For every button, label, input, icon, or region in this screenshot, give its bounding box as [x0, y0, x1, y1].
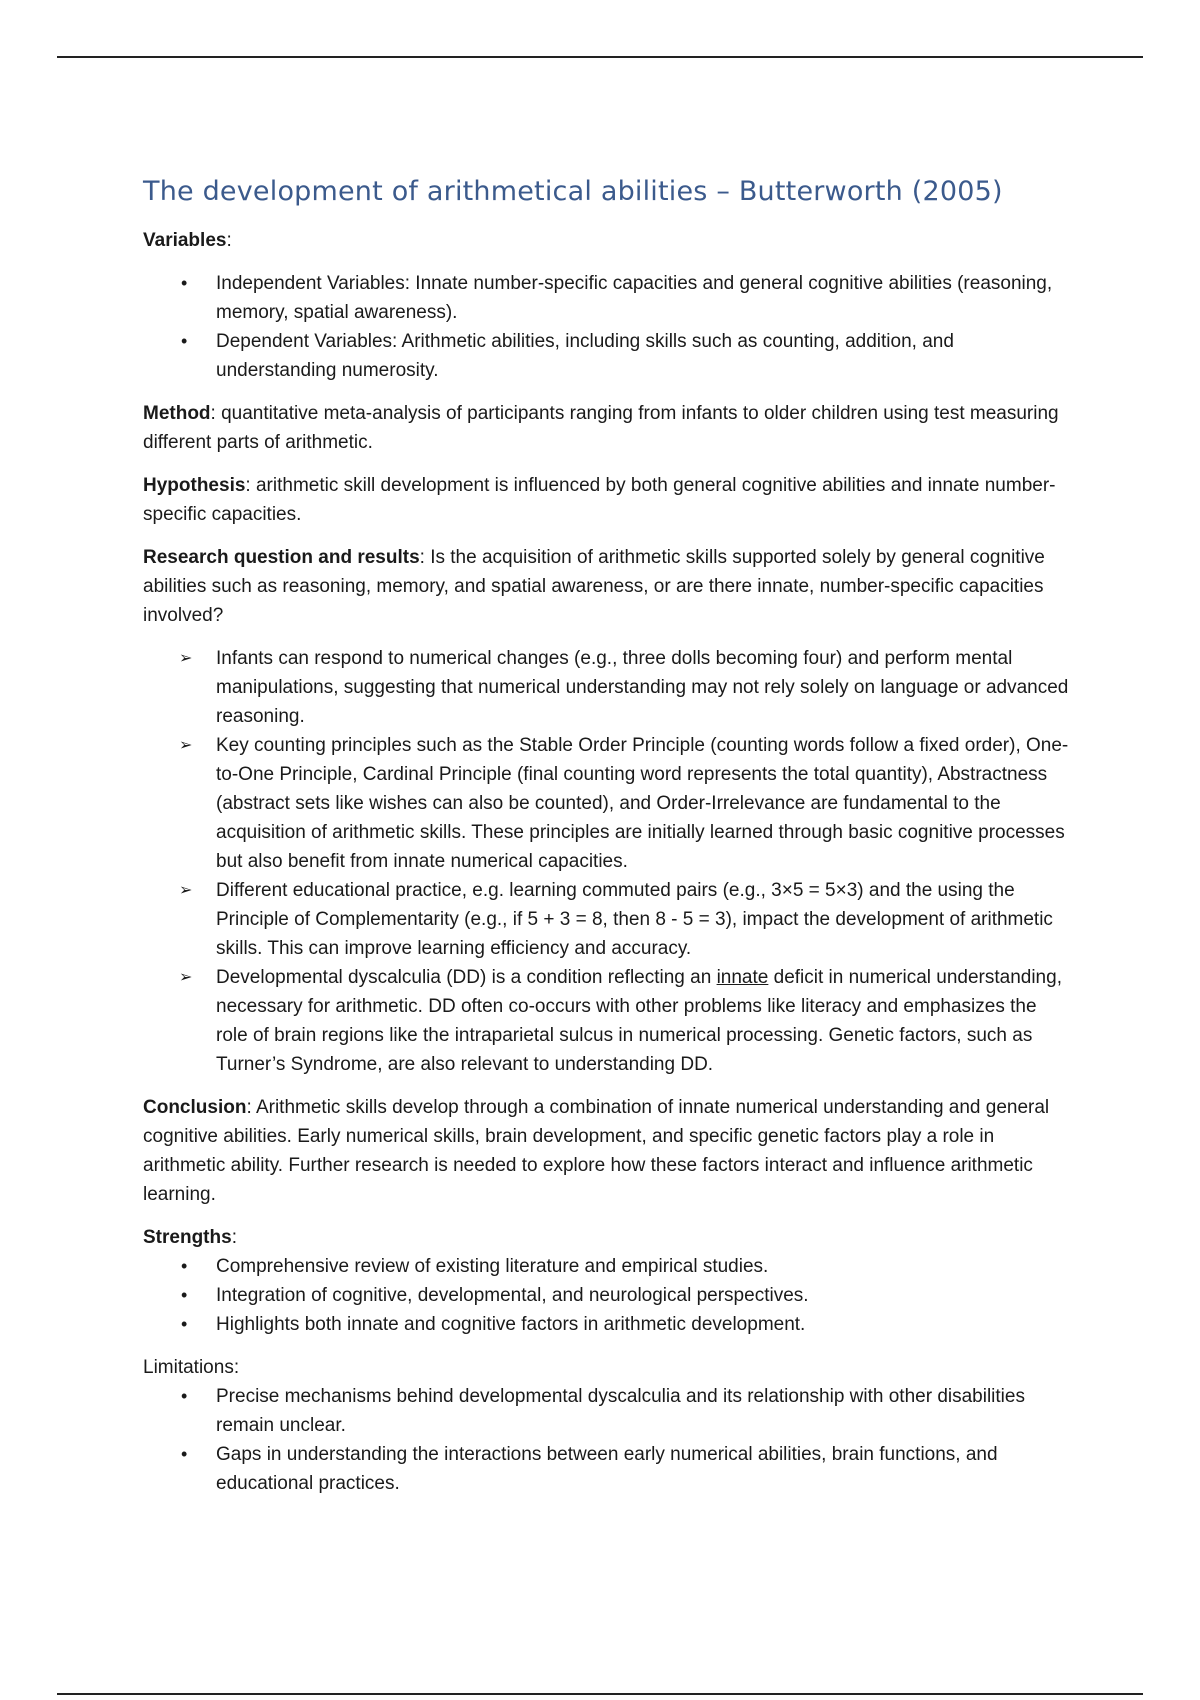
bullet-icon: •	[181, 331, 188, 351]
list-item	[143, 1310, 1073, 1339]
list-item-text: Key counting principles such as the Stable Order Principle (counting words follow a fixed order), One-to-One Principle, Cardinal Principle (final counting word represents the total quantity), Abstractness (abstract sets like wishes can also be counted), and Order-Irrelevance are fundamental to the acquisition of arithmetic skills. These principles are initially learned through basic cognitive processes but also benefit from innate numerical capacities.	[216, 735, 1069, 872]
strengths-label: Strengths	[143, 1227, 232, 1248]
header-rule	[57, 56, 1143, 58]
bullet-icon: •	[181, 1285, 188, 1305]
list-item	[143, 1252, 1073, 1281]
list-item	[143, 1440, 1073, 1498]
strengths-suffix: :	[231, 1227, 237, 1248]
list-item	[143, 1281, 1073, 1310]
bullet-icon: •	[181, 1256, 188, 1276]
list-item-text: Integration of cognitive, developmental, and neurological perspectives.	[216, 1285, 809, 1306]
limitations-list	[143, 1382, 1073, 1498]
page-title: The development of arithmetical abilities – Butterworth (2005)	[143, 176, 1003, 207]
bullet-icon: •	[181, 1386, 188, 1406]
list-item-text: Dependent Variables: Arithmetic abilities, including skills such as counting, addition, and understanding numerosity.	[216, 331, 954, 381]
limitations-heading: Limitations:	[143, 1357, 240, 1378]
list-item	[143, 876, 1073, 963]
strengths-heading	[143, 1223, 1073, 1252]
hypothesis-paragraph	[143, 471, 1073, 529]
arrow-bullet-icon: ➢	[179, 650, 193, 667]
method-paragraph	[143, 399, 1073, 457]
list-item-text: Infants can respond to numerical changes (e.g., three dolls becoming four) and perform mental manipulations, suggesting that numerical understanding may not rely solely on language or advanced reasoning.	[216, 648, 1069, 727]
arrow-bullet-icon: ➢	[179, 969, 193, 986]
list-item-text: Different educational practice, e.g. learning commuted pairs (e.g., 3×5 = 5×3) and the using the Principle of Complementarity (e.g., if 5 + 3 = 8, then 8 - 5 = 3), impact the development of arithmetic skills. This can improve learning efficiency and accuracy.	[216, 880, 1053, 959]
list-item-text: Comprehensive review of existing literature and empirical studies.	[216, 1256, 769, 1277]
arrow-bullet-icon: ➢	[179, 737, 193, 754]
list-item-text: Precise mechanisms behind developmental dyscalculia and its relationship with other disabilities remain unclear.	[216, 1386, 1025, 1436]
list-item	[143, 327, 1073, 385]
method-text: : quantitative meta-analysis of participants ranging from infants to older children using test measuring different parts of arithmetic.	[143, 403, 1059, 453]
conclusion-text: : Arithmetic skills develop through a combination of innate numerical understanding and general cognitive abilities. Early numerical skills, brain development, and specific genetic factors play a role in arithmetic ability. Further research is needed to explore how these factors interact and influence arithmetic learning.	[143, 1097, 1050, 1205]
list-item	[143, 963, 1073, 1079]
method-label: Method	[143, 403, 211, 424]
list-item	[143, 731, 1073, 876]
list-item-text: Gaps in understanding the interactions between early numerical abilities, brain functions, and educational practices.	[216, 1444, 998, 1494]
arrow-bullet-icon: ➢	[179, 882, 193, 899]
variables-label: Variables	[143, 230, 227, 251]
results-list	[143, 644, 1073, 1079]
bullet-icon: •	[181, 273, 188, 293]
hypothesis-label: Hypothesis	[143, 475, 246, 496]
list-item-text-before: Developmental dyscalculia (DD) is a condition reflecting an	[216, 967, 717, 988]
list-item	[143, 269, 1073, 327]
list-item-text: Highlights both innate and cognitive factors in arithmetic development.	[216, 1314, 806, 1335]
research-text: : Is the acquisition of arithmetic skills supported solely by general cognitive abilities such as reasoning, memory, and spatial awareness, or are there innate, number-specific capacities involved?	[143, 547, 1045, 626]
strengths-list	[143, 1252, 1073, 1339]
research-paragraph	[143, 543, 1073, 630]
bullet-icon: •	[181, 1314, 188, 1334]
variables-suffix: :	[226, 230, 232, 251]
list-item	[143, 1382, 1073, 1440]
hypothesis-text: : arithmetic skill development is influenced by both general cognitive abilities and innate number-specific capacities.	[143, 475, 1056, 525]
footer-rule	[57, 1693, 1143, 1695]
document-body	[143, 172, 1073, 1512]
list-item-text: Independent Variables: Innate number-specific capacities and general cognitive abilities (reasoning, memory, spatial awareness).	[216, 273, 1053, 323]
conclusion-paragraph	[143, 1093, 1073, 1209]
research-label: Research question and results	[143, 547, 420, 568]
conclusion-label: Conclusion	[143, 1097, 247, 1118]
list-item-text-after: deficit in numerical understanding, necessary for arithmetic. DD often co-occurs with other problems like literacy and emphasizes the role of brain regions like the intraparietal sulcus in numerical processing. Genetic factors, such as Turner’s Syndrome, are also relevant to understanding DD.	[216, 967, 1062, 1075]
list-item	[143, 644, 1073, 731]
variables-list	[143, 269, 1073, 385]
variables-heading	[143, 226, 1073, 255]
bullet-icon: •	[181, 1444, 188, 1464]
underlined-word: innate	[716, 967, 769, 988]
